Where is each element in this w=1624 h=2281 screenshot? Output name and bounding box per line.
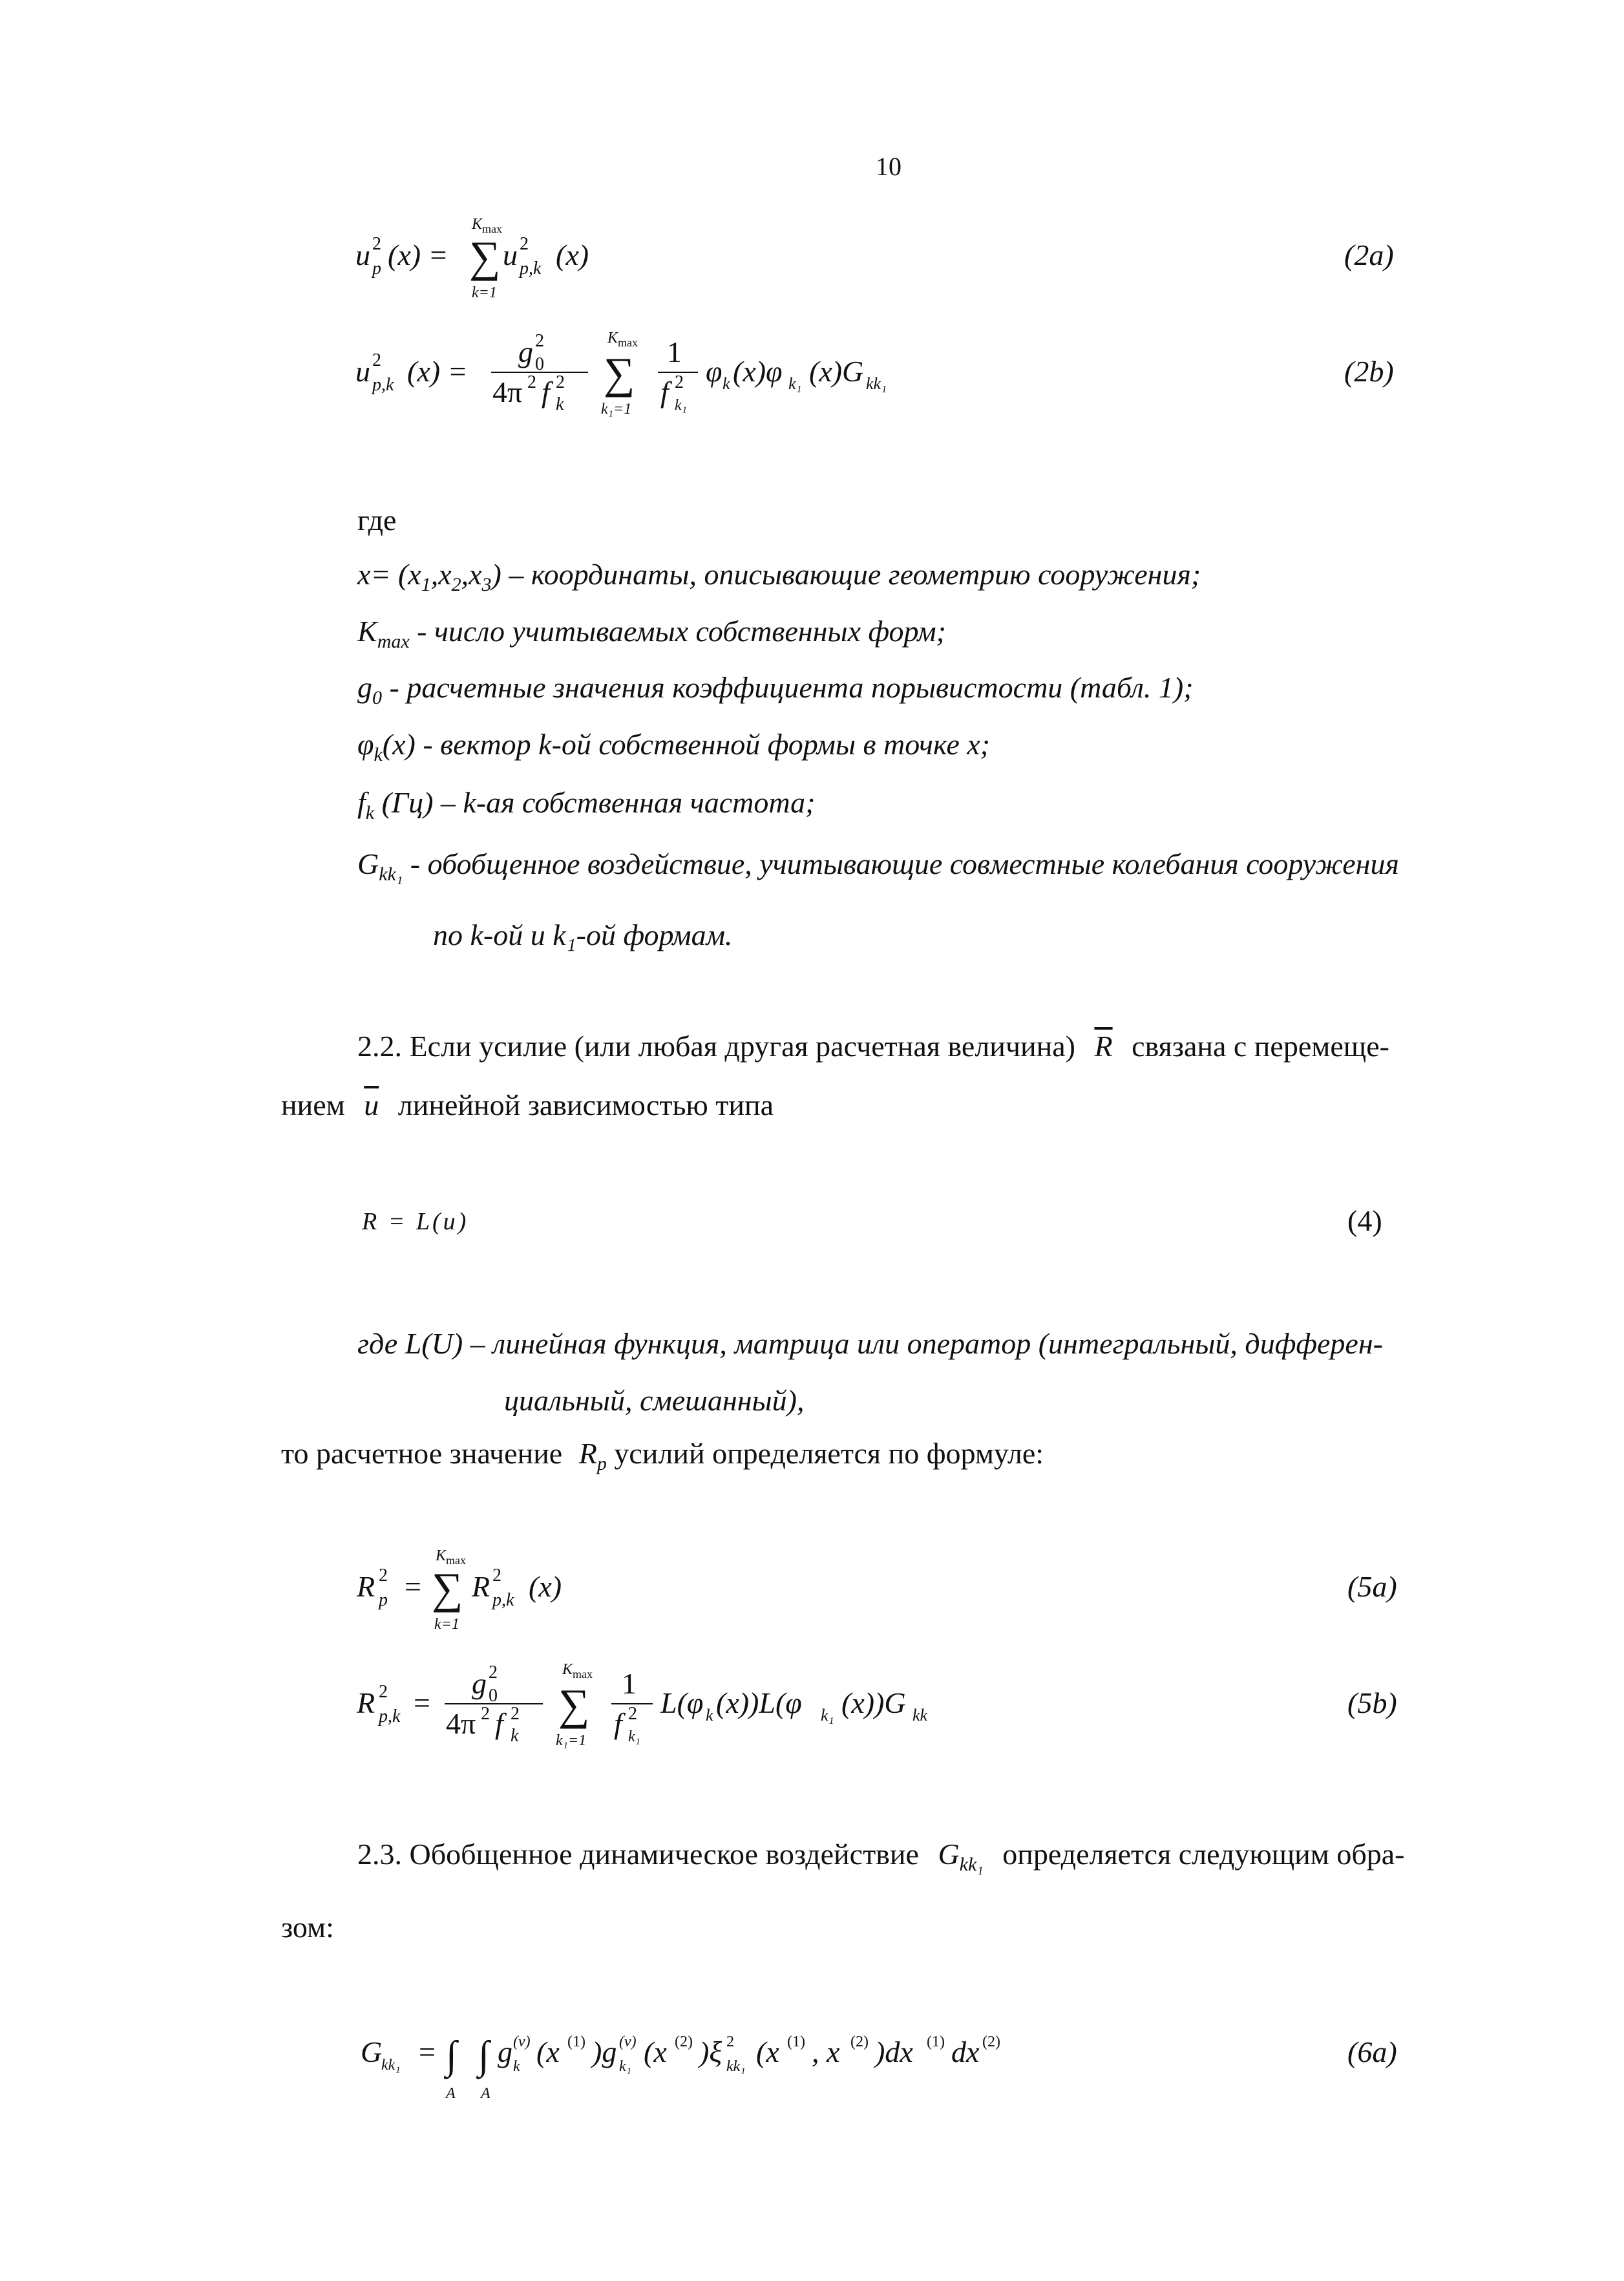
- eq5a-lhs: R: [357, 1570, 375, 1603]
- eq5b-frac-den: 4π: [446, 1707, 476, 1740]
- definition-x-sub-3: 3: [481, 574, 492, 595]
- eq6a-part-6-sup: (1): [787, 2033, 805, 2050]
- page-number: 10: [876, 152, 902, 181]
- eq2a-label: (2a): [1344, 239, 1394, 271]
- definition-phi-text: (x) - вектор k-ой собственной формы в точке x;: [382, 728, 990, 761]
- then-r-sub: p: [596, 1453, 607, 1474]
- eq2a-lhs: u: [355, 239, 370, 271]
- paragraph-2-3-line-2: зом:: [281, 1911, 334, 1944]
- eq2b-sum-top-sub: max: [618, 336, 638, 349]
- eq2b-tail-3-sub: kk₁: [866, 374, 887, 393]
- eq6a-part-4-sup: (2): [675, 2033, 693, 2050]
- eq5b-frac-num-sup: 2: [489, 1662, 498, 1682]
- eq2a-sum-symbol: ∑: [469, 232, 501, 281]
- eq5b-frac-den-f-sup: 2: [511, 1704, 520, 1724]
- eq5a-sum-top: K: [436, 1547, 447, 1564]
- paragraph-2-2-text-c: нием: [281, 1088, 345, 1121]
- definition-g0-text: - расчетные значения коэффициента порывистости (табл. 1);: [382, 671, 1194, 704]
- eq6a-part-2-sup: (1): [567, 2033, 585, 2050]
- eq2b-tail-sub: k: [722, 374, 730, 393]
- eq6a-label: (6a): [1347, 2035, 1397, 2068]
- eq5b-sum-top-sub: max: [573, 1668, 593, 1681]
- definition-g0-symbol: g: [357, 671, 372, 704]
- eq6a-part-5-sub: kk₁: [726, 2058, 746, 2075]
- eq5a-lhs-sup: 2: [379, 1565, 388, 1586]
- eq2b-frac-num: g: [518, 335, 533, 368]
- eq2b-frac-den-f: f: [542, 376, 550, 408]
- eq5b-lhs-sup: 2: [379, 1682, 388, 1702]
- eq6a-part-3: )g: [592, 2035, 617, 2068]
- definition-gkk-continuation: по k-ой и k₁-ой формам.: [433, 918, 733, 951]
- paragraph-2-2-text-b: связана с перемеще-: [1132, 1030, 1389, 1063]
- eq5b-tail: L(φ: [660, 1686, 704, 1719]
- eq2b-frac-den: 4π: [492, 376, 523, 408]
- eq5b-eq: =: [414, 1686, 430, 1719]
- eq2a-sum-top: K: [472, 216, 483, 233]
- definition-gkk-text: - обобщенное воздействие, учитывающие совместные колебания сооружения: [403, 847, 1399, 880]
- eq2a-term-arg: (x): [556, 239, 589, 271]
- paragraph-2-2-line-1: [357, 1029, 1389, 1063]
- definition-x-part-a: x= (x: [357, 558, 421, 591]
- where-label: где: [357, 504, 397, 536]
- eq5a-label: (5a): [1347, 1570, 1397, 1603]
- paragraph-2-3-g-symbol: G: [938, 1838, 960, 1871]
- eq5a-term-arg: (x): [529, 1570, 562, 1603]
- then-text-b: усилий определяется по формуле:: [614, 1437, 1044, 1470]
- then-r-symbol: R: [578, 1437, 597, 1470]
- eq2a-term-sub: p,k: [520, 259, 542, 279]
- eq5b-frac-den-f-sub: k: [511, 1726, 519, 1746]
- equation-5b: [349, 1655, 1624, 1758]
- eq5b-inner-num: 1: [622, 1667, 637, 1700]
- eq6a-part-6: (x: [756, 2035, 779, 2068]
- eq5a-sum-bottom: k=1: [434, 1616, 459, 1633]
- definition-x-sub-1: 1: [421, 574, 431, 595]
- eq2b-lhs-sub: p,k: [372, 375, 394, 395]
- eq2b-tail-3: (x)G: [809, 355, 864, 388]
- paragraph-2-2-text-d: линейной зависимостью типа: [397, 1088, 774, 1121]
- eq2b-tail-2-sub: k₁: [788, 374, 802, 393]
- eq2b-frac-num-sub: 0: [535, 354, 544, 374]
- eq5b-inner-den-sub: k₁: [628, 1728, 640, 1745]
- eq2a-sum-bottom: k=1: [472, 284, 497, 301]
- equation-4: R = L(u): [362, 1208, 469, 1235]
- eq5b-tail-3-sub: kk: [912, 1706, 928, 1724]
- eq6a-lhs-sub: kk₁: [381, 2057, 401, 2074]
- eq2b-tail-2: (x)φ: [733, 355, 783, 388]
- eq6a-part-8: )dx: [875, 2035, 913, 2068]
- then-text-a: то расчетное значение: [281, 1437, 563, 1470]
- eq5b-frac-num-sub: 0: [489, 1686, 498, 1706]
- eq2b-frac-num-sup: 2: [535, 331, 544, 351]
- definition-g0: [357, 670, 1194, 709]
- eq5b-frac-num: g: [472, 1667, 487, 1700]
- definition-x-part-b: ,x: [430, 558, 452, 591]
- eq6a-part-3-sub: k₁: [619, 2058, 631, 2075]
- definition-x-part-d: ) – координаты, описывающие геометрию сооружения;: [491, 558, 1201, 591]
- paragraph-2-2-vector-r: $\overline{R}$: [1094, 1030, 1113, 1063]
- eq5b-tail-2: (x))L(φ: [716, 1686, 802, 1719]
- paragraph-2-3-text-a: 2.3. Обобщенное динамическое воздействие: [357, 1838, 919, 1871]
- eq6a-part-4: (x: [644, 2035, 667, 2068]
- eq5b-frac-den-sup: 2: [481, 1704, 490, 1724]
- eq2a-term: u: [503, 239, 518, 271]
- eq2b-label: (2b): [1344, 355, 1394, 388]
- definition-gkk-symbol: G: [357, 847, 379, 880]
- eq5b-label: (5b): [1347, 1686, 1397, 1719]
- eq6a-eq: =: [419, 2035, 436, 2068]
- definition-fk-sub: k: [365, 802, 375, 823]
- eq6a-part-9: dx: [951, 2035, 980, 2068]
- definition-kmax-sub: max: [377, 631, 410, 652]
- eq2b-inner-den-sub: k₁: [675, 397, 687, 414]
- eq2b-sum-top: K: [607, 330, 618, 346]
- definition-kmax: [357, 614, 946, 653]
- definition-phi-sub: k: [374, 744, 383, 765]
- paragraph-2-2-vector-u: $\overline{u}$: [364, 1088, 379, 1121]
- eq6a-part-7-sup: (2): [850, 2033, 869, 2050]
- equation-2a: [349, 207, 1624, 310]
- where-l-line-2: циальный, смешанный),: [504, 1384, 805, 1417]
- definition-fk-text: (Гц) – k-ая собственная частота;: [374, 786, 816, 819]
- eq2b-sum-bottom: k₁=1: [601, 401, 632, 418]
- eq6a-lhs: G: [361, 2035, 383, 2068]
- eq2b-sum-symbol: ∑: [604, 348, 635, 398]
- equation-2b: [349, 323, 1624, 427]
- definition-x-part-c: ,x: [461, 558, 482, 591]
- definition-x-sub-2: 2: [451, 574, 461, 595]
- eq6a-part-7: , x: [812, 2035, 840, 2068]
- paragraph-2-3-line-1: [357, 1837, 1405, 1876]
- definition-g0-sub: 0: [372, 687, 382, 708]
- eq5a-term: R: [472, 1570, 490, 1603]
- eq6a-part-8-sup: (1): [927, 2033, 945, 2050]
- eq2a-lhs-sup: 2: [372, 234, 381, 254]
- eq5a-term-sub: p,k: [492, 1590, 514, 1610]
- eq2b-lhs: u: [355, 355, 370, 388]
- paragraph-2-2-line-2: [281, 1088, 774, 1122]
- eq2b-inner-num: 1: [667, 335, 682, 368]
- eq5b-lhs-sub: p,k: [379, 1706, 401, 1726]
- then-line: [281, 1436, 1044, 1475]
- eq2a-term-sup: 2: [520, 234, 529, 254]
- eq5b-lhs: R: [357, 1686, 375, 1719]
- definition-fk: [357, 785, 815, 824]
- eq6a-part-3-sup: (v): [619, 2033, 637, 2050]
- definition-gkk: [357, 847, 1399, 886]
- eq2b-tail: φ: [706, 355, 722, 388]
- eq6a-part-5: )ξ: [699, 2035, 722, 2068]
- definition-phi: [357, 727, 990, 766]
- eq5b-inner-den-sup: 2: [628, 1704, 637, 1724]
- eq6a-part-5-sup: 2: [726, 2033, 734, 2050]
- eq6a-g1-sub: k: [513, 2058, 520, 2075]
- paragraph-2-3-text-b: определяется следующим обра-: [1002, 1838, 1405, 1871]
- eq5b-tail-2-sub: k₁: [821, 1706, 834, 1724]
- eq5b-tail-3: (x))G: [841, 1686, 906, 1719]
- eq2a-lhs-arg: (x) =: [388, 239, 448, 271]
- eq2b-inner-den: f: [660, 376, 669, 408]
- definition-kmax-text: - число учитываемых собственных форм;: [409, 615, 946, 648]
- eq5a-lhs-sub: p: [379, 1590, 388, 1610]
- eq5b-sum-bottom: k₁=1: [556, 1732, 587, 1749]
- definition-gkk-sub: kk₁: [379, 864, 403, 885]
- eq2b-inner-den-sup: 2: [675, 372, 684, 392]
- eq6a-part-9-sup: (2): [982, 2033, 1000, 2050]
- eq6a-g1-sup: (v): [513, 2033, 531, 2050]
- definition-fk-symbol: f: [357, 786, 366, 819]
- definition-phi-symbol: φ: [357, 728, 374, 761]
- eq6a-g1: g: [498, 2035, 512, 2068]
- eq5b-tail-sub: k: [706, 1706, 713, 1724]
- eq5a-sum-symbol: ∑: [432, 1564, 463, 1613]
- eq6a-int-1: ∫: [446, 2033, 457, 2077]
- eq2b-frac-den-sup: 2: [527, 372, 536, 392]
- eq5a-term-sup: 2: [492, 1565, 501, 1586]
- eq6a-int-2: ∫: [478, 2033, 489, 2077]
- eq6a-int-lim-2: A: [481, 2085, 490, 2102]
- where-l-line-1: где L(U) – линейная функция, матрица или оператор (интегральный, дифферен-: [357, 1327, 1383, 1360]
- definition-kmax-symbol: K: [357, 615, 377, 648]
- eq5b-sum-top: K: [562, 1661, 573, 1678]
- eq5a-eq: =: [405, 1570, 421, 1603]
- paragraph-2-2-text-a: 2.2. Если усилие (или любая другая расчетная величина): [357, 1030, 1075, 1063]
- eq2b-lhs-arg: (x) =: [407, 355, 468, 388]
- definition-x: [357, 557, 1201, 596]
- eq5a-sum-top-sub: max: [446, 1554, 466, 1567]
- equation-5a: [349, 1538, 1624, 1642]
- eq5b-frac-den-f: f: [495, 1707, 503, 1740]
- eq6a-int-lim-1: A: [446, 2085, 456, 2102]
- eq2b-frac-den-f-sub: k: [556, 394, 564, 414]
- eq2a-lhs-sub: p: [372, 259, 381, 279]
- eq5b-sum-symbol: ∑: [558, 1680, 590, 1729]
- eq2a-sum-top-sub: max: [482, 222, 502, 235]
- paragraph-2-3-g-sub: kk₁: [959, 1854, 984, 1875]
- eq2b-lhs-sup: 2: [372, 350, 381, 370]
- eq5b-inner-den: f: [614, 1707, 622, 1740]
- equation-4-label: (4): [1347, 1204, 1382, 1237]
- eq6a-part-2: (x: [536, 2035, 560, 2068]
- equation-6a: [349, 2004, 1624, 2107]
- eq2b-frac-den-f-sup: 2: [556, 372, 565, 392]
